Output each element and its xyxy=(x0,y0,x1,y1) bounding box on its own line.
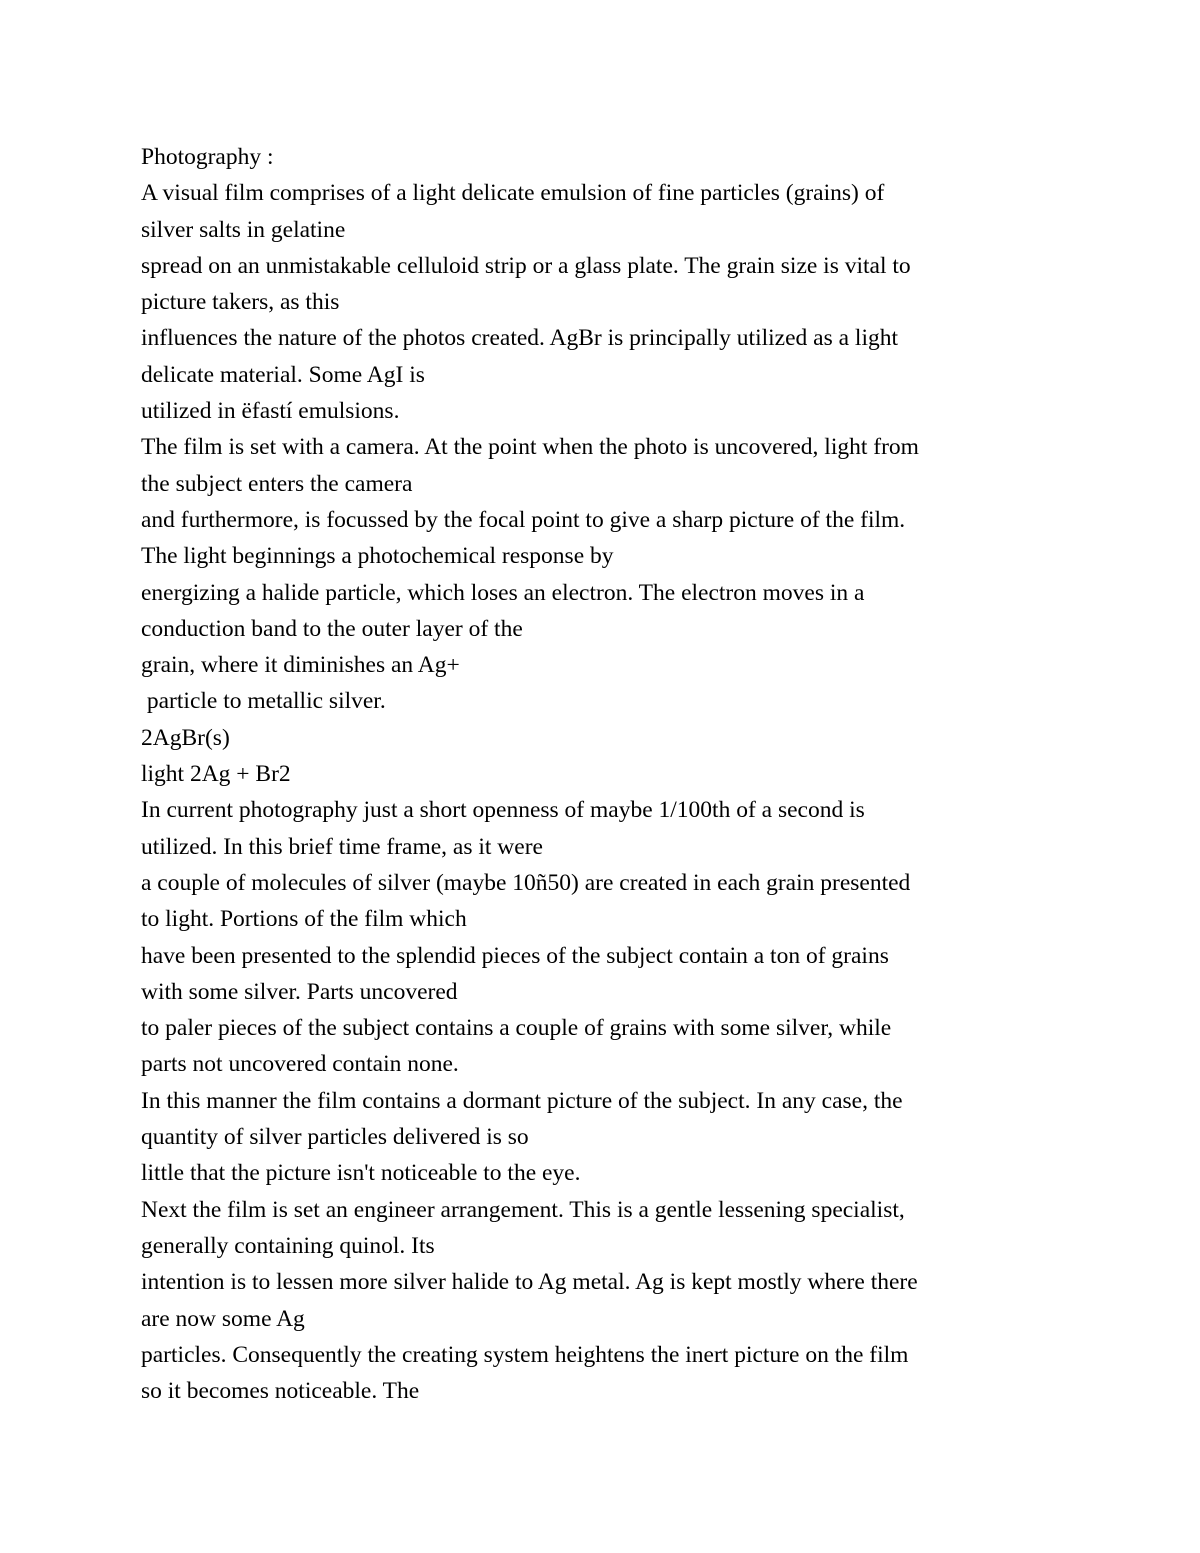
text-line: utilized in ëfastí emulsions. xyxy=(141,398,400,425)
text-line: energizing a halide particle, which loses an electron. The electron moves in a xyxy=(141,579,865,606)
text-line: conduction band to the outer layer of the xyxy=(141,615,523,642)
text-line: quantity of silver particles delivered is so xyxy=(141,1124,529,1151)
text-line: The light beginnings a photochemical response by xyxy=(141,543,614,570)
text-line: generally containing quinol. Its xyxy=(141,1232,435,1259)
text-line: so it becomes noticeable. The xyxy=(141,1378,420,1405)
text-line: to paler pieces of the subject contains a couple of grains with some silver, while xyxy=(141,1015,892,1042)
text-line: silver salts in gelatine xyxy=(141,216,346,243)
text-line: picture takers, as this xyxy=(141,289,340,316)
text-line: little that the picture isn't noticeable to the eye. xyxy=(141,1160,581,1187)
text-line: and furthermore, is focussed by the focal point to give a sharp picture of the film. xyxy=(141,506,906,533)
text-line: a couple of molecules of silver (maybe 10ñ50) are created in each grain presented xyxy=(141,869,911,896)
text-line: intention is to lessen more silver halide to Ag metal. Ag is kept mostly where there xyxy=(141,1269,918,1296)
document-heading: Photography : xyxy=(141,144,274,170)
equation-line: light 2Ag + Br2 xyxy=(141,761,291,788)
text-line: parts not uncovered contain none. xyxy=(141,1051,459,1078)
text-line: spread on an unmistakable celluloid strip or a glass plate. The grain size is vital to xyxy=(141,252,911,279)
text-line: with some silver. Parts uncovered xyxy=(141,978,458,1005)
text-line: The film is set with a camera. At the point when the photo is uncovered, light from xyxy=(141,434,919,461)
text-line: influences the nature of the photos created. AgBr is principally utilized as a light xyxy=(141,325,899,352)
text-line: the subject enters the camera xyxy=(141,470,413,497)
text-line: delicate material. Some AgI is xyxy=(141,361,425,388)
equation-line: 2AgBr(s) xyxy=(141,724,230,751)
document-body xyxy=(141,139,1071,1409)
text-line: to light. Portions of the film which xyxy=(141,906,467,933)
text-line: are now some Ag xyxy=(141,1305,305,1332)
text-line: particle to metallic silver. xyxy=(141,688,386,715)
text-line: Next the film is set an engineer arrangement. This is a gentle lessening specialist, xyxy=(141,1196,905,1223)
text-line: grain, where it diminishes an Ag+ xyxy=(141,652,460,679)
text-line: In current photography just a short openness of maybe 1/100th of a second is xyxy=(141,797,865,824)
text-line: In this manner the film contains a dormant picture of the subject. In any case, the xyxy=(141,1087,903,1114)
text-line: particles. Consequently the creating system heightens the inert picture on the film xyxy=(141,1341,909,1368)
text-line: A visual film comprises of a light delicate emulsion of fine particles (grains) of xyxy=(141,180,885,207)
text-line: utilized. In this brief time frame, as it were xyxy=(141,833,543,860)
text-line: have been presented to the splendid pieces of the subject contain a ton of grains xyxy=(141,942,889,969)
